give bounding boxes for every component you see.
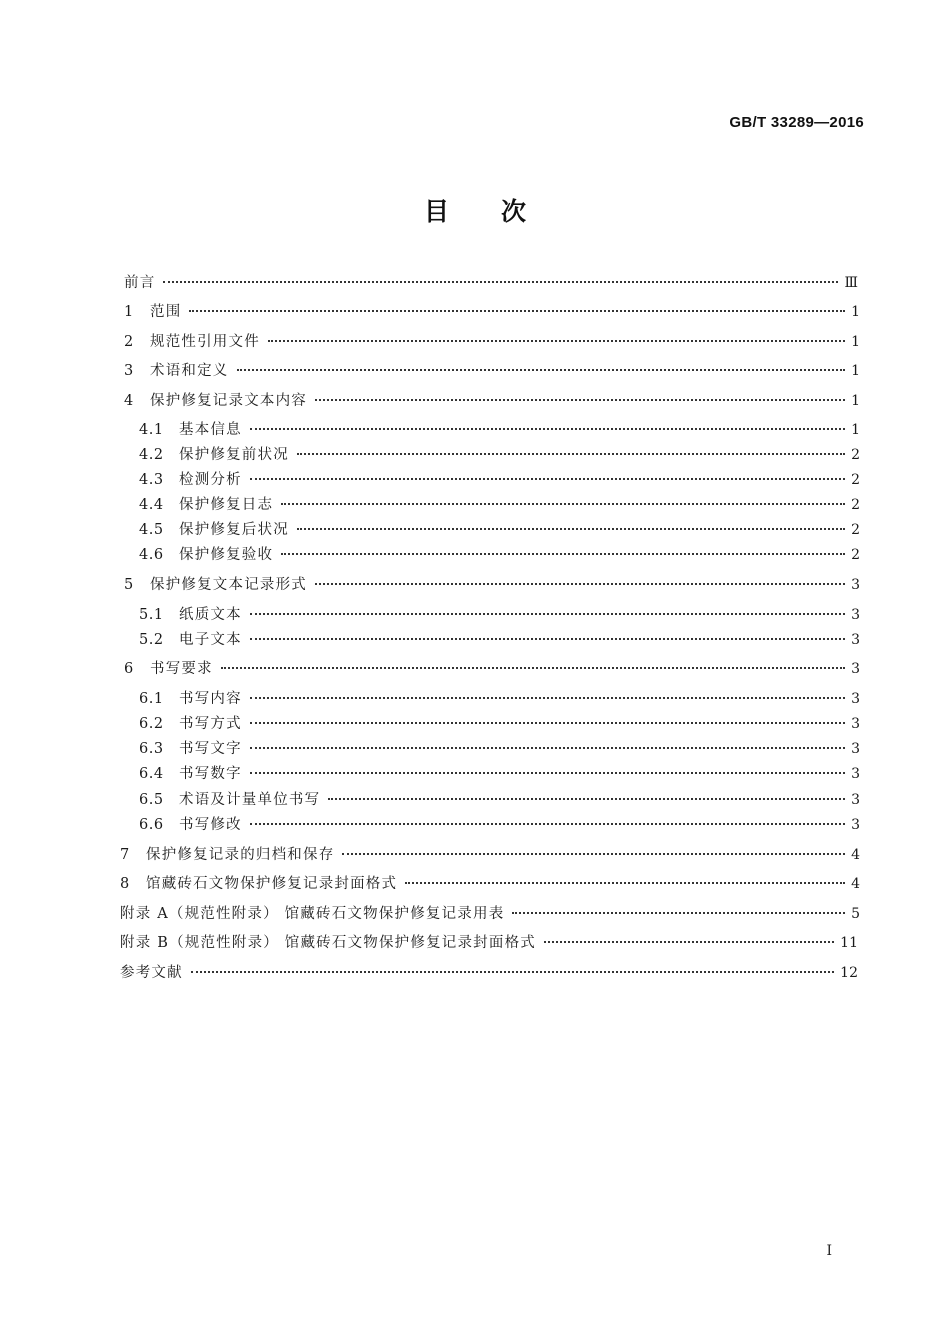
toc-entry-5-2[interactable] — [139, 628, 860, 650]
toc-entry-label: 保护修复记录文本内容 — [150, 393, 307, 409]
toc-entry-4-4[interactable] — [139, 493, 860, 515]
toc-entry-label: 书写内容 — [179, 691, 242, 707]
toc-entry-number: 4.6 — [139, 547, 164, 563]
toc-dot-leader — [544, 941, 834, 943]
toc-entry-number: 6 — [124, 661, 134, 677]
toc-dot-leader — [281, 503, 845, 505]
toc-entry-page: 3 — [851, 792, 860, 808]
toc-entry-label: 保护修复日志 — [179, 497, 274, 513]
toc-dot-leader — [342, 853, 845, 855]
toc-entry-number: 4 — [124, 393, 134, 409]
toc-entry-label: 纸质文本 — [179, 607, 242, 623]
toc-dot-leader — [189, 310, 845, 312]
toc-entry-page: 11 — [840, 935, 858, 951]
toc-entry-label: 术语及计量单位书写 — [179, 792, 321, 808]
toc-entry-page: 3 — [851, 661, 860, 677]
toc-dot-leader — [250, 428, 845, 430]
toc-entry-4[interactable] — [124, 389, 860, 411]
toc-dot-leader — [191, 971, 834, 973]
toc-entry-references[interactable] — [120, 961, 858, 983]
toc-entry-4-5[interactable] — [139, 518, 860, 540]
toc-entry-label: 范围 — [150, 304, 182, 320]
toc-entry-number: 7 — [120, 847, 130, 863]
toc-entry-page: 12 — [840, 965, 858, 981]
toc-entry-page: 2 — [851, 522, 860, 538]
toc-entry-7[interactable] — [120, 843, 860, 865]
toc-entry-label: 保护修复前状况 — [179, 447, 289, 463]
toc-entry-number: 6.2 — [139, 716, 164, 732]
toc-dot-leader — [163, 281, 838, 283]
toc-entry-6-3[interactable] — [139, 737, 860, 759]
toc-dot-leader — [250, 613, 845, 615]
toc-dot-leader — [281, 553, 845, 555]
toc-entry-number: 4.3 — [139, 472, 164, 488]
toc-dot-leader — [315, 399, 845, 401]
toc-entry-number: 5.1 — [139, 607, 164, 623]
toc-entry-appendix-a[interactable] — [120, 902, 860, 924]
toc-title — [0, 192, 950, 228]
toc-entry-4-6[interactable] — [139, 543, 860, 565]
toc-entry-number: 6.5 — [139, 792, 164, 808]
toc-entry-6-6[interactable] — [139, 813, 860, 835]
toc-entry-label: 附录 B（规范性附录） 馆藏砖石文物保护修复记录封面格式 — [120, 935, 536, 951]
toc-entry-page: 3 — [851, 766, 860, 782]
toc-entry-label: 电子文本 — [179, 632, 242, 648]
toc-entry-page: 2 — [851, 472, 860, 488]
toc-entry-2[interactable] — [124, 330, 860, 352]
toc-entry-8[interactable] — [120, 872, 860, 894]
toc-entry-page: 5 — [851, 906, 860, 922]
toc-entry-label: 检测分析 — [179, 472, 242, 488]
toc-entry-number: 5.2 — [139, 632, 164, 648]
toc-title-char-2: 次 — [501, 197, 527, 226]
toc-entry-number: 1 — [124, 304, 134, 320]
toc-entry-6-4[interactable] — [139, 762, 860, 784]
toc-dot-leader — [250, 697, 845, 699]
toc-dot-leader — [297, 528, 845, 530]
toc-dot-leader — [297, 453, 845, 455]
toc-entry-label: 基本信息 — [179, 422, 242, 438]
standard-code: GB/T 33289—2016 — [729, 114, 864, 131]
toc-entry-label: 附录 A（规范性附录） 馆藏砖石文物保护修复记录用表 — [120, 906, 505, 922]
toc-dot-leader — [221, 667, 845, 669]
toc-entry-page: 1 — [851, 304, 860, 320]
toc-entry-6-5[interactable] — [139, 788, 860, 810]
toc-entry-label: 术语和定义 — [150, 363, 229, 379]
toc-entry-page: 3 — [851, 716, 860, 732]
toc-dot-leader — [315, 583, 845, 585]
toc-entry-number: 6.6 — [139, 817, 164, 833]
toc-entry-5-1[interactable] — [139, 603, 860, 625]
toc-entry-number: 5 — [124, 577, 134, 593]
toc-entry-page: 4 — [851, 847, 860, 863]
toc-dot-leader — [250, 638, 845, 640]
toc-entry-label: 保护修复后状况 — [179, 522, 289, 538]
toc-entry-4-1[interactable] — [139, 418, 860, 440]
toc-entry-label: 前言 — [124, 275, 156, 291]
toc-entry-page: 2 — [851, 447, 860, 463]
toc-entry-4-2[interactable] — [139, 443, 860, 465]
toc-entry-number: 4.2 — [139, 447, 164, 463]
toc-entry-page: 2 — [851, 497, 860, 513]
toc-entry-number: 8 — [120, 876, 130, 892]
toc-entry-number: 6.4 — [139, 766, 164, 782]
page-number: I — [826, 1243, 832, 1259]
toc-entry-number: 4.5 — [139, 522, 164, 538]
toc-entry-6[interactable] — [124, 657, 860, 679]
toc-title-char-1: 目 — [423, 197, 449, 226]
toc-entry-page: 3 — [851, 577, 860, 593]
toc-dot-leader — [250, 823, 845, 825]
toc-dot-leader — [250, 772, 845, 774]
toc-entry-label: 规范性引用文件 — [150, 334, 260, 350]
toc-entry-page: 2 — [851, 547, 860, 563]
toc-entry-page: Ⅲ — [844, 275, 858, 291]
toc-dot-leader — [512, 912, 845, 914]
toc-entry-page: 1 — [851, 334, 860, 350]
toc-entry-page: 4 — [851, 876, 860, 892]
toc-entry-number: 6.3 — [139, 741, 164, 757]
toc-entry-number: 3 — [124, 363, 134, 379]
toc-dot-leader — [250, 747, 845, 749]
toc-entry-label: 保护修复验收 — [179, 547, 274, 563]
toc-entry-6-2[interactable] — [139, 712, 860, 734]
toc-entry-page: 3 — [851, 632, 860, 648]
toc-entry-page: 3 — [851, 607, 860, 623]
toc-entry-label: 参考文献 — [120, 965, 183, 981]
toc-dot-leader — [250, 722, 845, 724]
toc-entry-label: 书写修改 — [179, 817, 242, 833]
toc-entry-label: 书写方式 — [179, 716, 242, 732]
toc-entry-label: 书写要求 — [150, 661, 213, 677]
toc-entry-label: 保护修复记录的归档和保存 — [146, 847, 335, 863]
toc-dot-leader — [405, 882, 845, 884]
toc-entry-page: 3 — [851, 817, 860, 833]
toc-entry-page: 3 — [851, 741, 860, 757]
toc-entry-label: 书写文字 — [179, 741, 242, 757]
toc-dot-leader — [328, 798, 845, 800]
toc-entry-foreword[interactable] — [124, 271, 858, 293]
toc-entry-4-3[interactable] — [139, 468, 860, 490]
toc-entry-page: 1 — [851, 363, 860, 379]
toc-entry-label: 书写数字 — [179, 766, 242, 782]
toc-dot-leader — [237, 369, 846, 371]
toc-entry-label: 馆藏砖石文物保护修复记录封面格式 — [146, 876, 398, 892]
toc-entry-page: 3 — [851, 691, 860, 707]
toc-entry-3[interactable] — [124, 359, 860, 381]
toc-entry-number: 2 — [124, 334, 134, 350]
toc-entry-number: 4.4 — [139, 497, 164, 513]
toc-entry-appendix-b[interactable] — [120, 931, 858, 953]
toc-entry-6-1[interactable] — [139, 687, 860, 709]
toc-entry-page: 1 — [851, 393, 860, 409]
toc-entry-label: 保护修复文本记录形式 — [150, 577, 307, 593]
toc-entry-1[interactable] — [124, 300, 860, 322]
toc-dot-leader — [268, 340, 845, 342]
toc-entry-number: 6.1 — [139, 691, 164, 707]
toc-entry-5[interactable] — [124, 573, 860, 595]
toc-entry-number: 4.1 — [139, 422, 164, 438]
toc-entry-page: 1 — [851, 422, 860, 438]
toc-dot-leader — [250, 478, 845, 480]
